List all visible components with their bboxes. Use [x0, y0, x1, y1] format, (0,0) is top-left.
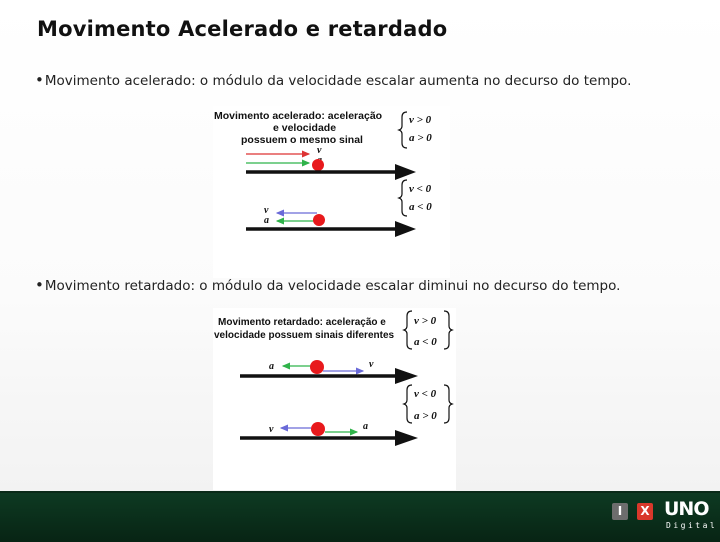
condition-a: a < 0: [409, 201, 432, 213]
bullet-accelerated: [35, 71, 631, 89]
bullet-dot: •: [35, 276, 44, 294]
slide-title: Movimento Acelerado e retardado: [37, 17, 448, 41]
logo-i-icon: I: [612, 503, 628, 520]
brace-icon: [444, 385, 452, 423]
brace-icon: [399, 112, 407, 148]
velocity-label: v: [369, 359, 374, 370]
condition-v: v > 0: [409, 114, 432, 126]
axis-arrowhead-icon: [395, 368, 418, 384]
logo-x-icon: X: [637, 503, 653, 520]
bullet-retarded: [35, 276, 620, 294]
brace-icon: [404, 385, 412, 423]
brand-subtitle: Digital: [666, 521, 718, 530]
caption-line: Movimento retardado: aceleração e: [218, 317, 386, 328]
brand-logo: UNO: [664, 498, 709, 520]
velocity-label: v: [264, 205, 269, 216]
bullet-dot: •: [35, 71, 44, 89]
acceleration-label: a: [269, 361, 274, 372]
condition-v: v > 0: [414, 315, 437, 327]
ball-icon: [310, 360, 324, 374]
bullet-text: Movimento acelerado: o módulo da velocidade escalar aumenta no decurso do tempo.: [44, 73, 632, 89]
acceleration-label: a: [363, 421, 368, 432]
footer-bar: [0, 491, 720, 542]
ball-icon: [313, 214, 325, 226]
caption-line: velocidade possuem sinais diferentes: [214, 330, 395, 341]
ball-icon: [312, 159, 324, 171]
caption-line: Movimento acelerado: aceleração: [214, 110, 383, 122]
axis-arrowhead-icon: [395, 221, 416, 237]
condition-v: v < 0: [414, 388, 437, 400]
acceleration-label: a: [264, 215, 269, 226]
bullet-text: Movimento retardado: o módulo da velocidade escalar diminui no decurso do tempo.: [44, 278, 621, 294]
velocity-label: v: [317, 145, 322, 156]
retarded-motion-figure: [213, 308, 456, 490]
condition-a: a > 0: [414, 410, 437, 422]
caption-line: e velocidade: [273, 122, 337, 134]
brace-icon: [404, 311, 412, 349]
ball-icon: [311, 422, 325, 436]
brace-icon: [399, 180, 407, 216]
axis-arrowhead-icon: [395, 164, 416, 180]
condition-v: v < 0: [409, 183, 432, 195]
accelerated-motion-figure: [213, 106, 450, 278]
condition-a: a < 0: [414, 336, 437, 348]
brace-icon: [444, 311, 452, 349]
condition-a: a > 0: [409, 132, 432, 144]
caption-line: possuem o mesmo sinal: [241, 134, 363, 146]
axis-arrowhead-icon: [395, 430, 418, 446]
velocity-label: v: [269, 424, 274, 435]
